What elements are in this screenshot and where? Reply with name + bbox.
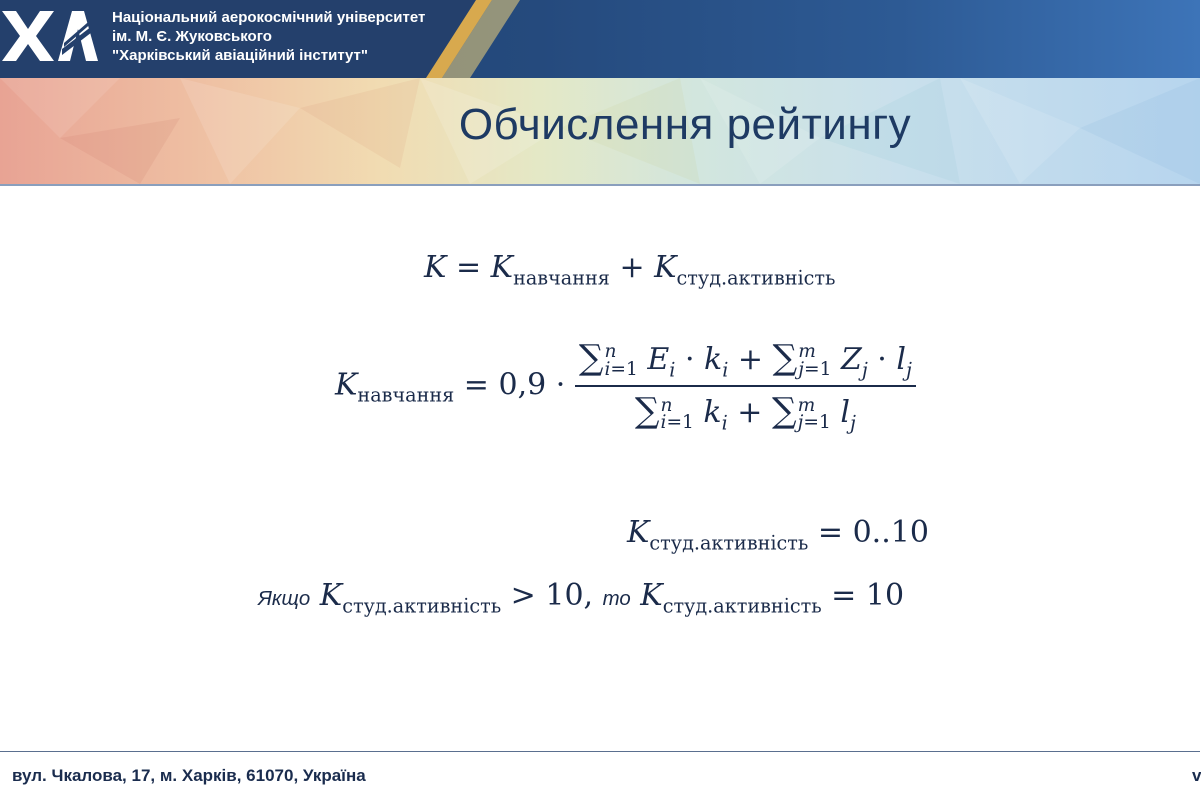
formula-then-word: то [602,588,631,610]
formula-coefficient: 0,9 [498,367,547,403]
footer-right-fragment: v [1192,766,1201,785]
formula-activity-cap: Якщо $K_{студ.активність} > 10$, то $K_{студ.активність} = 10$ [258,578,905,618]
formula-fraction [575,338,916,435]
university-name-line1: Національний аерокосмічний університет [112,9,426,26]
university-name-line3: "Харківський авіаційний інститут" [112,47,369,64]
formula-denominator: ∑ n i=1 $k_i$ + ∑ m j=1 $l_j$ [634,391,856,435]
university-name-line2: ім. М. Є. Жуковського [112,28,272,45]
formula-sub-study: навчання [357,383,455,407]
university-name [112,8,425,65]
formula-numerator: ∑ n i=1 $E_i \cdot k_i$ + ∑ m j=1 $Z_j \cdot l_j$ [575,338,916,387]
title-divider [0,184,1200,186]
header-bar [0,0,1200,78]
formula-sub-activity: студ.активність [676,266,836,290]
footer-divider [0,751,1200,752]
formula-total-rating: $K = K_{навчання} + K_{студ.активність}$ [424,250,836,290]
formula-activity-range: $K_{студ.активність} = 0..10$ [627,515,929,555]
footer-address: вул. Чкалова, 17, м. Харків, 61070, Україна [12,766,366,785]
university-logo-icon [0,3,100,65]
formula-sub-activity: студ.активність [342,594,502,618]
formula-if-word: Якщо [258,588,311,610]
formula-study-rating: $K_{навчання} = 0,9$ · ∑ n i=1 $E_i \cdot k_i$ + ∑ m j=1 $Z_j \cdot l_j$ ∑ n i=1 $k_i$ + ∑ m j=1 $l_j$ [335,338,916,435]
formula-cap-value: 10 [545,578,584,613]
formula-sub-activity: студ.активність [662,594,822,618]
formula-sub-study: навчання [513,266,610,290]
slide-title: Обчислення рейтингу [458,100,912,149]
formula-range: 0..10 [852,515,929,550]
formula-cap-result: 10 [865,578,905,613]
formula-sub-activity: студ.активність [649,531,809,555]
